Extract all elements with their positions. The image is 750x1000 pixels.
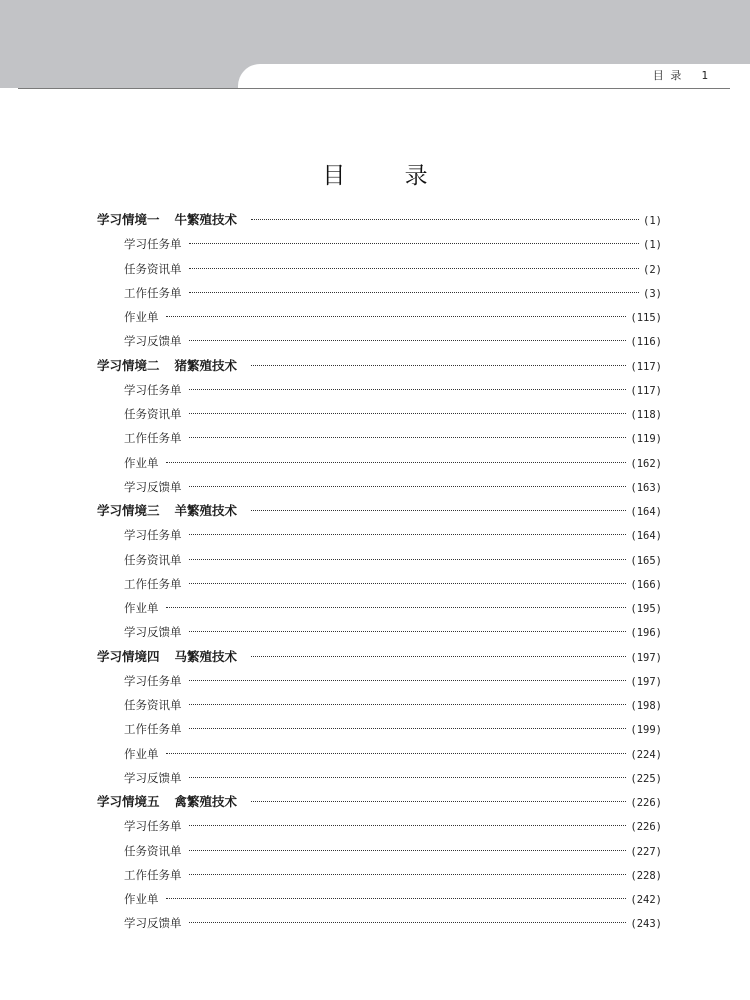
- toc-page-number: (163): [630, 481, 662, 494]
- toc-section-entry[interactable]: [97, 863, 662, 887]
- toc-page-number: (165): [630, 554, 662, 567]
- toc-entry-title: 马繁殖技术: [174, 648, 238, 664]
- toc-page-number: (116): [630, 336, 662, 349]
- toc-dot-leader: [189, 292, 640, 293]
- toc-entry-label: 工作任务单: [124, 867, 182, 882]
- toc-dot-leader: [189, 680, 627, 681]
- toc-entry-label: 学习反馈单: [124, 479, 182, 494]
- toc-entry-label: 学习反馈单: [124, 625, 182, 640]
- toc-dot-leader: [189, 922, 627, 923]
- toc-dot-leader: [189, 486, 627, 487]
- toc-section-entry[interactable]: [97, 475, 662, 499]
- toc-page-number: (1): [643, 215, 662, 227]
- toc-dot-leader: [189, 850, 627, 851]
- toc-section-entry[interactable]: [97, 305, 662, 329]
- toc-entry-label: 作业单: [124, 746, 159, 761]
- toc-entry-title: 猪繁殖技术: [174, 357, 238, 373]
- toc-entry-label: 作业单: [124, 455, 159, 470]
- toc-section-entry[interactable]: [97, 572, 662, 596]
- toc-entry-label: 任务资讯单: [124, 261, 182, 276]
- toc-section-entry[interactable]: [97, 451, 662, 475]
- toc-page-number: (115): [630, 312, 662, 324]
- toc-dot-leader: [166, 462, 627, 463]
- page-title: 目 录: [322, 163, 454, 190]
- toc-page-number: (227): [630, 845, 662, 858]
- running-head: [653, 67, 708, 83]
- toc-page-number: (119): [630, 433, 662, 446]
- toc-entry-label: 学习情境三: [97, 503, 160, 518]
- toc-page-number: (226): [630, 797, 662, 809]
- toc-chapter-entry[interactable]: [97, 208, 662, 232]
- toc-dot-leader: [189, 874, 627, 875]
- toc-page-number: (226): [630, 821, 662, 834]
- toc-entry-label: 学习任务单: [124, 237, 182, 252]
- toc-page-number: (1): [643, 239, 662, 252]
- toc-section-entry[interactable]: [97, 911, 662, 935]
- toc-section-entry[interactable]: [97, 887, 662, 911]
- toc-page-number: (2): [643, 263, 662, 276]
- toc-dot-leader: [189, 825, 627, 826]
- toc-section-entry[interactable]: [97, 742, 662, 766]
- toc-section-entry[interactable]: [97, 596, 662, 620]
- running-page-number: 1: [701, 69, 708, 82]
- toc-page-number: (117): [630, 384, 662, 397]
- toc-page-number: (117): [630, 360, 662, 373]
- toc-page-number: (199): [630, 724, 662, 737]
- toc-entry-label: 学习反馈单: [124, 334, 182, 349]
- toc-dot-leader: [189, 777, 627, 778]
- toc-entry-label: 工作任务单: [124, 722, 182, 737]
- toc-page-number: (166): [630, 578, 662, 591]
- toc-entry-label: 学习任务单: [124, 673, 182, 688]
- toc-dot-leader: [189, 413, 627, 414]
- header-rule: [18, 88, 730, 89]
- toc-dot-leader: [189, 243, 640, 244]
- toc-section-entry[interactable]: [97, 548, 662, 572]
- toc-section-entry[interactable]: [97, 402, 662, 426]
- toc-entry-label: 任务资讯单: [124, 843, 182, 858]
- toc-page-number: (243): [630, 918, 662, 931]
- toc-page-number: (197): [630, 651, 662, 664]
- toc-section-entry[interactable]: [97, 523, 662, 547]
- toc-entry-label: 学习情境二: [97, 357, 160, 373]
- toc-entry-label: 学习任务单: [124, 382, 182, 397]
- toc-entry-label: 作业单: [124, 310, 159, 324]
- toc-page-number: (118): [630, 409, 662, 421]
- toc-entry-label: 工作任务单: [124, 431, 182, 446]
- toc-section-entry[interactable]: [97, 378, 662, 402]
- toc-page-number: (224): [630, 748, 662, 761]
- toc-entry-label: 任务资讯单: [124, 698, 182, 712]
- toc-dot-leader: [251, 365, 626, 366]
- toc-page-number: (195): [630, 603, 662, 615]
- toc-dot-leader: [189, 268, 640, 269]
- toc-entry-label: 作业单: [124, 601, 159, 615]
- toc-chapter-entry[interactable]: [97, 790, 662, 814]
- toc-dot-leader: [189, 340, 627, 341]
- toc-entry-label: 学习任务单: [124, 819, 182, 834]
- toc-section-entry[interactable]: [97, 281, 662, 305]
- toc-entry-label: 工作任务单: [124, 285, 182, 300]
- toc-dot-leader: [189, 389, 627, 390]
- toc-page-number: (164): [630, 530, 662, 543]
- toc-entry-label: 学习任务单: [124, 528, 182, 543]
- toc-entry-label: 学习反馈单: [124, 916, 182, 931]
- toc-dot-leader: [251, 219, 639, 220]
- toc-section-entry[interactable]: [97, 232, 662, 256]
- toc-dot-leader: [251, 656, 626, 657]
- toc-section-entry[interactable]: [97, 814, 662, 838]
- toc-entry-label: 作业单: [124, 892, 159, 906]
- toc-chapter-entry[interactable]: [97, 354, 662, 378]
- toc-dot-leader: [189, 559, 627, 560]
- toc-entry-label: 学习情境四: [97, 648, 160, 664]
- toc-dot-leader: [166, 607, 627, 608]
- toc-section-entry[interactable]: [97, 839, 662, 863]
- toc-chapter-entry[interactable]: [97, 499, 662, 523]
- toc-section-entry[interactable]: [97, 426, 662, 450]
- toc-entry-label: 任务资讯单: [124, 407, 182, 421]
- toc-section-entry[interactable]: [97, 257, 662, 281]
- toc-entry-label: 工作任务单: [124, 576, 182, 591]
- toc-dot-leader: [166, 316, 627, 317]
- toc-page-number: (242): [630, 894, 662, 906]
- toc-section-entry[interactable]: [97, 693, 662, 717]
- toc-section-entry[interactable]: [97, 329, 662, 353]
- toc-page-number: (164): [630, 506, 662, 518]
- toc-dot-leader: [166, 898, 627, 899]
- toc-page-number: (197): [630, 675, 662, 688]
- toc-page-number: (198): [630, 700, 662, 712]
- toc-page-number: (162): [630, 457, 662, 470]
- toc-dot-leader: [251, 801, 626, 802]
- toc-dot-leader: [189, 583, 627, 584]
- toc-dot-leader: [189, 728, 627, 729]
- toc-entry-label: 任务资讯单: [124, 552, 182, 567]
- toc-page-number: (196): [630, 627, 662, 640]
- toc-dot-leader: [251, 510, 626, 511]
- toc-page-number: (228): [630, 869, 662, 882]
- toc-dot-leader: [189, 437, 627, 438]
- toc-dot-leader: [189, 631, 627, 632]
- toc-entry-title: 牛繁殖技术: [174, 212, 238, 227]
- toc-entry-title: 羊繁殖技术: [174, 503, 238, 518]
- toc-dot-leader: [189, 534, 627, 535]
- toc-section-entry[interactable]: [97, 669, 662, 693]
- toc-dot-leader: [189, 704, 627, 705]
- toc-section-entry[interactable]: [97, 766, 662, 790]
- toc-entry-label: 学习情境一: [97, 212, 160, 227]
- toc-section-entry[interactable]: [97, 717, 662, 741]
- toc-chapter-entry[interactable]: [97, 645, 662, 669]
- toc-section-entry[interactable]: [97, 620, 662, 644]
- running-title: 目 录: [652, 69, 682, 82]
- toc-page-number: (3): [643, 287, 662, 300]
- toc-entry-label: 学习反馈单: [124, 770, 182, 785]
- toc-dot-leader: [166, 753, 627, 754]
- toc-entry-label: 学习情境五: [97, 794, 160, 809]
- table-of-contents: [97, 208, 662, 936]
- toc-entry-title: 禽繁殖技术: [174, 794, 238, 809]
- toc-page-number: (225): [630, 772, 662, 785]
